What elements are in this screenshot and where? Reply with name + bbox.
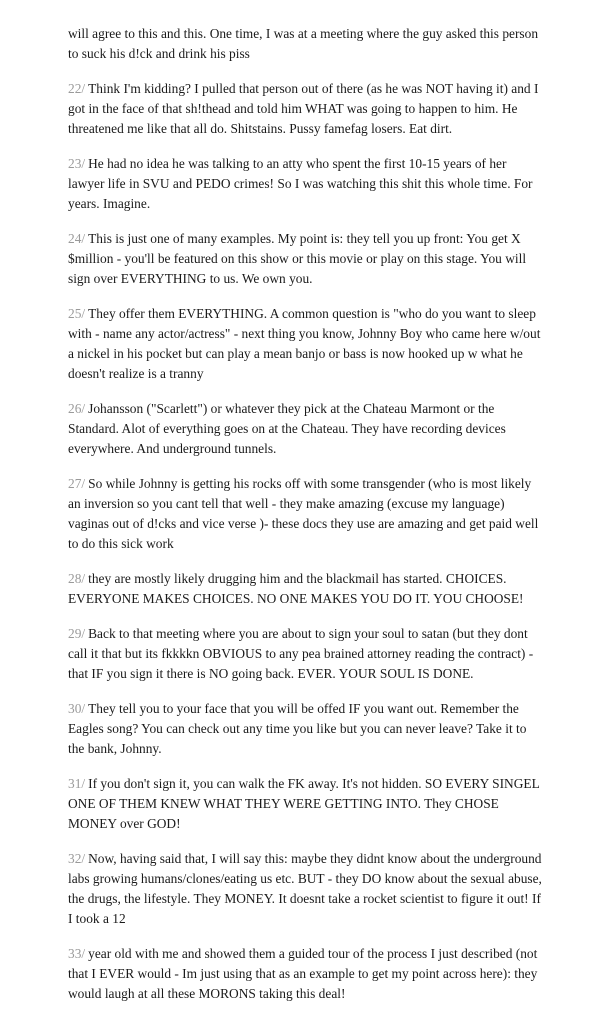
paragraph-number: 27/ xyxy=(68,476,86,491)
thread-paragraph-30 xyxy=(68,699,542,759)
thread-paragraph-27 xyxy=(68,474,542,554)
paragraph-text: Think I'm kidding? I pulled that person out of there (as he was NOT having it) and I got in the face of that sh!thead and told him WHAT was going to happen to him. He threatened me like that all do. Shitstains. Pussy famefag losers. Eat dirt. xyxy=(68,81,539,136)
paragraph-number: 31/ xyxy=(68,776,86,791)
thread-paragraph-25 xyxy=(68,304,542,384)
thread-paragraph-21 xyxy=(68,24,542,64)
paragraph-text: will agree to this and this. One time, I was at a meeting where the guy asked this person to suck his d!ck and drink his piss xyxy=(68,26,539,61)
paragraph-number: 33/ xyxy=(68,946,86,961)
paragraph-number: 25/ xyxy=(68,306,86,321)
thread-paragraph-23 xyxy=(68,154,542,214)
paragraph-number: 23/ xyxy=(68,156,86,171)
paragraph-number: 28/ xyxy=(68,571,86,586)
paragraph-text: If you don't sign it, you can walk the FK away. It's not hidden. SO EVERY SINGEL ONE OF THEM KNEW WHAT THEY WERE GETTING INTO. They CHOSE MONEY over GOD! xyxy=(68,776,540,831)
paragraph-number: 32/ xyxy=(68,851,86,866)
paragraph-text: So while Johnny is getting his rocks off with some transgender (who is most likely an inversion so you cant tell that well - they make amazing (excuse my language) vaginas out of d!cks and vice verse )- these docs they use are amazing and get paid well to do this sick work xyxy=(68,476,539,551)
thread-paragraph-32 xyxy=(68,849,542,929)
paragraph-text: They offer them EVERYTHING. A common question is "who do you want to sleep with - name any actor/actress" - next thing you know, Johnny Boy who came here w/out a nickel in his pocket but can play a mean banjo or bass is now hooked up w what he doesn't realize is a tranny xyxy=(68,306,541,381)
thread-paragraph-28 xyxy=(68,569,542,609)
thread-paragraph-22 xyxy=(68,79,542,139)
thread-paragraph-24 xyxy=(68,229,542,289)
paragraph-number: 26/ xyxy=(68,401,86,416)
thread-paragraph-33 xyxy=(68,944,542,1004)
thread-paragraph-29 xyxy=(68,624,542,684)
paragraph-text: They tell you to your face that you will be offed IF you want out. Remember the Eagles song? You can check out any time you like but you can never leave? Take it to the bank, Johnny. xyxy=(68,701,527,756)
paragraph-text: year old with me and showed them a guided tour of the process I just described (not that I EVER would - Im just using that as an example to get my point across here): they would laugh at all these MORONS taking this deal! xyxy=(68,946,538,1001)
paragraph-text: This is just one of many examples. My point is: they tell you up front: You get X $million - you'll be featured on this show or this movie or play on this stage. You will sign over EVERYTHING to us. We own you. xyxy=(68,231,527,286)
thread-body xyxy=(68,24,542,1019)
thread-paragraph-26 xyxy=(68,399,542,459)
paragraph-number: 22/ xyxy=(68,81,86,96)
paragraph-text: Back to that meeting where you are about to sign your soul to satan (but they dont call it that but its fkkkkn OBVIOUS to any pea brained attorney reading the contract) - that IF you sign it there is NO going back. EVER. YOUR SOUL IS DONE. xyxy=(68,626,534,681)
paragraph-text: they are mostly likely drugging him and the blackmail has started. CHOICES. EVERYONE MAKES CHOICES. NO ONE MAKES YOU DO IT. YOU CHOOSE! xyxy=(68,571,524,606)
paragraph-number: 29/ xyxy=(68,626,86,641)
paragraph-text: He had no idea he was talking to an atty who spent the first 10-15 years of her lawyer life in SVU and PEDO crimes! So I was watching this shit this whole time. For years. Imagine. xyxy=(68,156,533,211)
paragraph-text: Now, having said that, I will say this: maybe they didnt know about the underground labs growing humans/clones/eating us etc. BUT - they DO know about the sexual abuse, the drugs, the lifestyle. They MONEY. It doesnt take a rocket scientist to figure it out! If I took a 12 xyxy=(68,851,542,926)
paragraph-number: 30/ xyxy=(68,701,86,716)
paragraph-number: 24/ xyxy=(68,231,86,246)
thread-paragraph-31 xyxy=(68,774,542,834)
paragraph-text: Johansson ("Scarlett") or whatever they pick at the Chateau Marmont or the Standard. Alot of everything goes on at the Chateau. They have recording devices everywhere. And underground tunnels. xyxy=(68,401,506,456)
